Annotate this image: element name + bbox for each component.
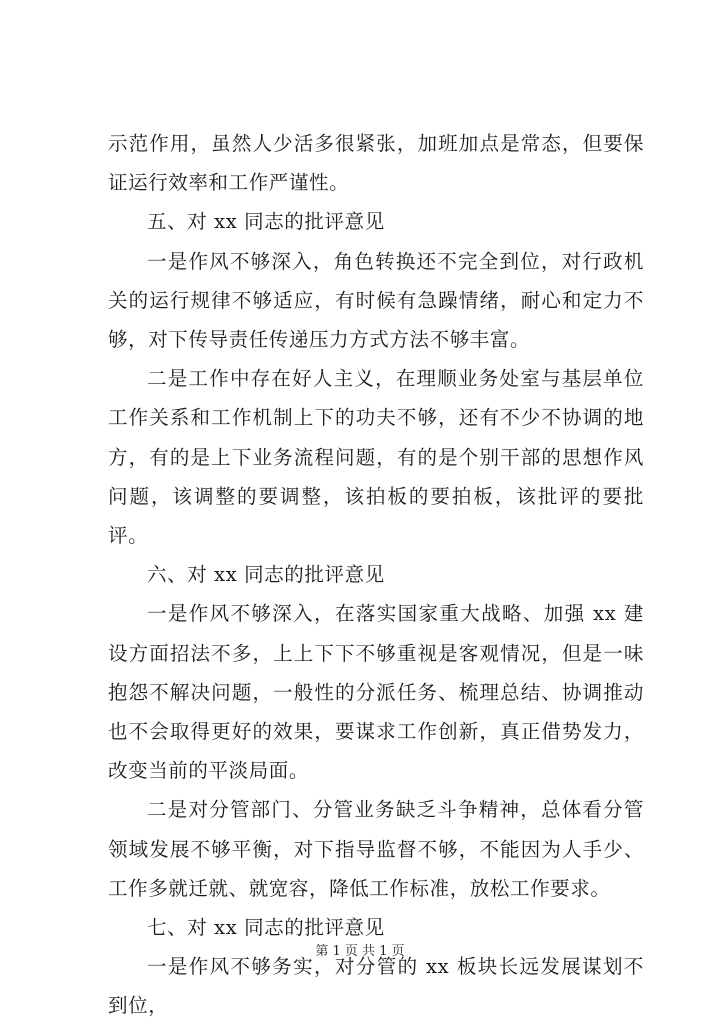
section-heading-5: 五、对 xx 同志的批评意见 (147, 210, 385, 234)
paragraph: 一是作风不够深入，角色转换还不完全到位，对行政机关的运行规律不够适应，有时候有急躁情绪，耐心和定力不够，对下传导责任传递压力方式方法不够丰富。 (108, 249, 644, 352)
document-body (108, 124, 644, 1026)
paragraph: 二是对分管部门、分管业务缺乏斗争精神，总体看分管领域发展不够平衡，对下指导监督不够，不能因为人手少、工作多就迁就、就宽容，降低工作标准，放松工作要求。 (108, 798, 644, 900)
section-heading-7: 七、对 xx 同志的批评意见 (147, 916, 385, 940)
paragraph: 一是作风不够务实，对分管的 xx 板块长远发展谋划不到位， (108, 955, 644, 1018)
paragraph-continuation: 示范作用，虽然人少活多很紧张，加班加点是常态，但要保证运行效率和工作严谨性。 (108, 132, 644, 195)
page-footer: 第 1 页 共 1 页 (315, 944, 405, 959)
section-heading-6: 六、对 xx 同志的批评意见 (147, 563, 385, 587)
paragraph: 二是工作中存在好人主义，在理顺业务处室与基层单位工作关系和工作机制上下的功夫不够，还有不少不协调的地方，有的是上下业务流程问题，有的是个别干部的思想作风问题，该调整的要调整，该拍板的要拍板，该批评的要批评。 (108, 367, 644, 548)
paragraph: 一是作风不够深入，在落实国家重大战略、加强 xx 建设方面招法不多，上上下下不够重视是客观情况，但是一味抱怨不解决问题，一般性的分派任务、梳理总结、协调推动也不会取得更好的效果，要谋求工作创新，真正借势发力，改变当前的平淡局面。 (108, 602, 644, 783)
